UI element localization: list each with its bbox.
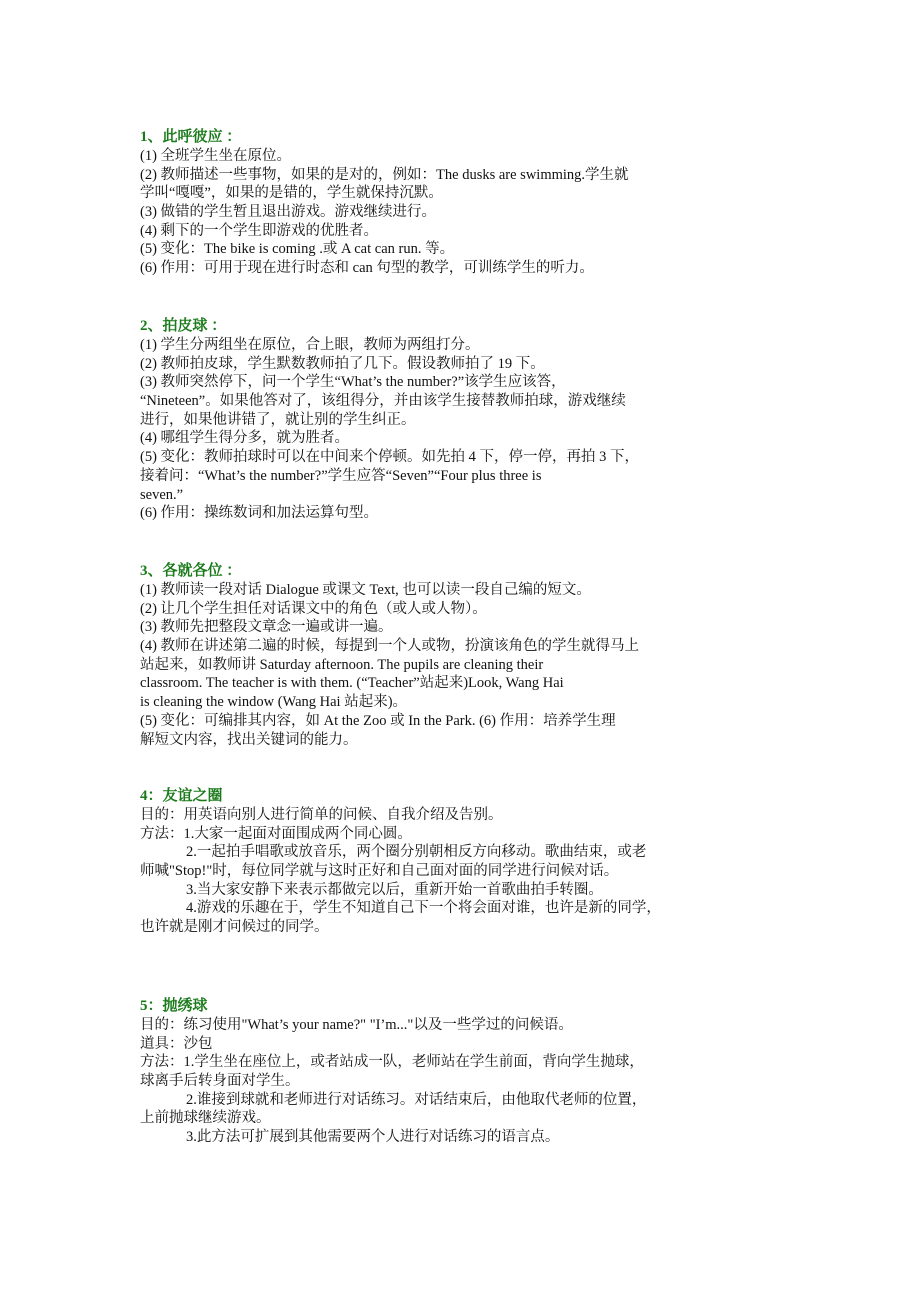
section-heading: 2、拍皮球 ：: [140, 318, 227, 334]
text-line: 方法：1.大家一起面对面围成两个同心圆。: [140, 825, 412, 842]
game-section: [140, 128, 790, 278]
section-heading: 3、各就各位 ：: [140, 563, 242, 579]
text-line: (1) 全班学生坐在原位。: [140, 148, 292, 164]
text-line: “Nineteen”。如果他答对了，该组得分，并由该学生接替教师拍球，游戏继续: [140, 393, 626, 410]
text-line: (6) 作用：可用于现在进行时态和 can 句型的教学，可训练学生的听力。: [140, 260, 594, 277]
text-line: 3.当大家安静下来表示都做完以后，重新开始一首歌曲拍手转圈。: [186, 881, 603, 898]
text-line: 接着问：“What’s the number?”学生应答“Seven”“Four plus three is: [140, 467, 542, 484]
text-line: (3) 教师突然停下，问一个学生“What’s the number?”该学生应该答，: [140, 374, 566, 391]
section-heading: 1、此呼彼应 ：: [140, 129, 242, 145]
section-heading: 4：友谊之圈: [140, 788, 223, 804]
text-line: (2) 教师描述一些事物，如果的是对的，例如：The dusks are swimming.学生就: [140, 166, 629, 183]
text-line: is cleaning the window (Wang Hai 站起来)。: [140, 694, 408, 711]
text-line: 站起来，如教师讲 Saturday afternoon. The pupils are cleaning their: [140, 656, 544, 673]
text-line: (4) 剩下的一个学生即游戏的优胜者。: [140, 222, 379, 239]
text-line: 方法：1.学生坐在座位上，或者站成一队，老师站在学生前面，背向学生抛球，: [140, 1054, 644, 1071]
text-line: (3) 教师先把整段文章念一遍或讲一遍。: [140, 619, 393, 636]
text-line: (5) 变化：可编排其内容，如 At the Zoo 或 In the Park. (6) 作用：培养学生理: [140, 712, 616, 729]
section-heading: 5：抛绣球: [140, 998, 208, 1014]
text-line: 道具：沙包: [140, 1035, 213, 1052]
text-line: 也许就是刚才问候过的同学。: [140, 919, 329, 936]
text-line: 2.一起拍手唱歌或放音乐，两个圈分别朝相反方向移动。歌曲结束，或老: [186, 844, 647, 861]
text-line: 4.游戏的乐趣在于，学生不知道自己下一个将会面对谁，也许是新的同学，: [186, 900, 661, 917]
text-line: (2) 教师拍皮球，学生默数教师拍了几下。假设教师拍了 19 下。: [140, 355, 545, 372]
text-line: (2) 让几个学生担任对话课文中的角色（或人或人物）。: [140, 600, 487, 617]
text-line: seven.”: [140, 486, 184, 503]
text-line: 目的：练习使用"What’s your name?" "I’m..."以及一些学过的问候语。: [140, 1017, 573, 1033]
text-line: 解短文内容，找出关键词的能力。: [140, 731, 358, 748]
text-line: (3) 做错的学生暂且退出游戏。游戏继续进行。: [140, 204, 437, 221]
game-section: [140, 562, 790, 749]
game-section: [140, 787, 790, 937]
text-line: 上前抛球继续游戏。: [140, 1110, 271, 1127]
text-line: (4) 哪组学生得分多，就为胜者。: [140, 430, 350, 447]
text-line: 球离手后转身面对学生。: [140, 1073, 300, 1090]
text-line: 2.谁接到球就和老师进行对话练习。对话结束后，由他取代老师的位置，: [186, 1091, 647, 1108]
text-line: classroom. The teacher is with them. (“Teacher”站起来)Look, Wang Hai: [140, 675, 564, 692]
text-line: (1) 教师读一段对话 Dialogue 或课文 Text, 也可以读一段自己编的短文。: [140, 582, 591, 598]
text-line: (5) 变化：The bike is coming .或 A cat can run. 等。: [140, 241, 455, 258]
text-line: 学叫“嘎嘎”，如果的是错的，学生就保持沉默。: [140, 185, 443, 202]
text-line: 师喊"Stop!"时，每位同学就与这时正好和自己面对面的同学进行问候对话。: [140, 863, 619, 880]
text-line: (1) 学生分两组坐在原位，合上眼，教师为两组打分。: [140, 337, 480, 353]
text-line: 3.此方法可扩展到其他需要两个人进行对话练习的语言点。: [186, 1129, 560, 1146]
text-line: 进行，如果他讲错了，就让别的学生纠正。: [140, 411, 416, 428]
text-line: (5) 变化：教师拍球时可以在中间来个停顿。如先拍 4 下，停一停，再拍 3 下，: [140, 449, 640, 466]
text-line: 目的：用英语向别人进行简单的问候、自我介绍及告别。: [140, 807, 503, 823]
game-section: [140, 317, 790, 523]
game-section: [140, 997, 790, 1147]
text-line: (4) 教师在讲述第二遍的时候，每提到一个人或物，扮演该角色的学生就得马上: [140, 638, 640, 655]
text-line: (6) 作用：操练数词和加法运算句型。: [140, 505, 379, 522]
